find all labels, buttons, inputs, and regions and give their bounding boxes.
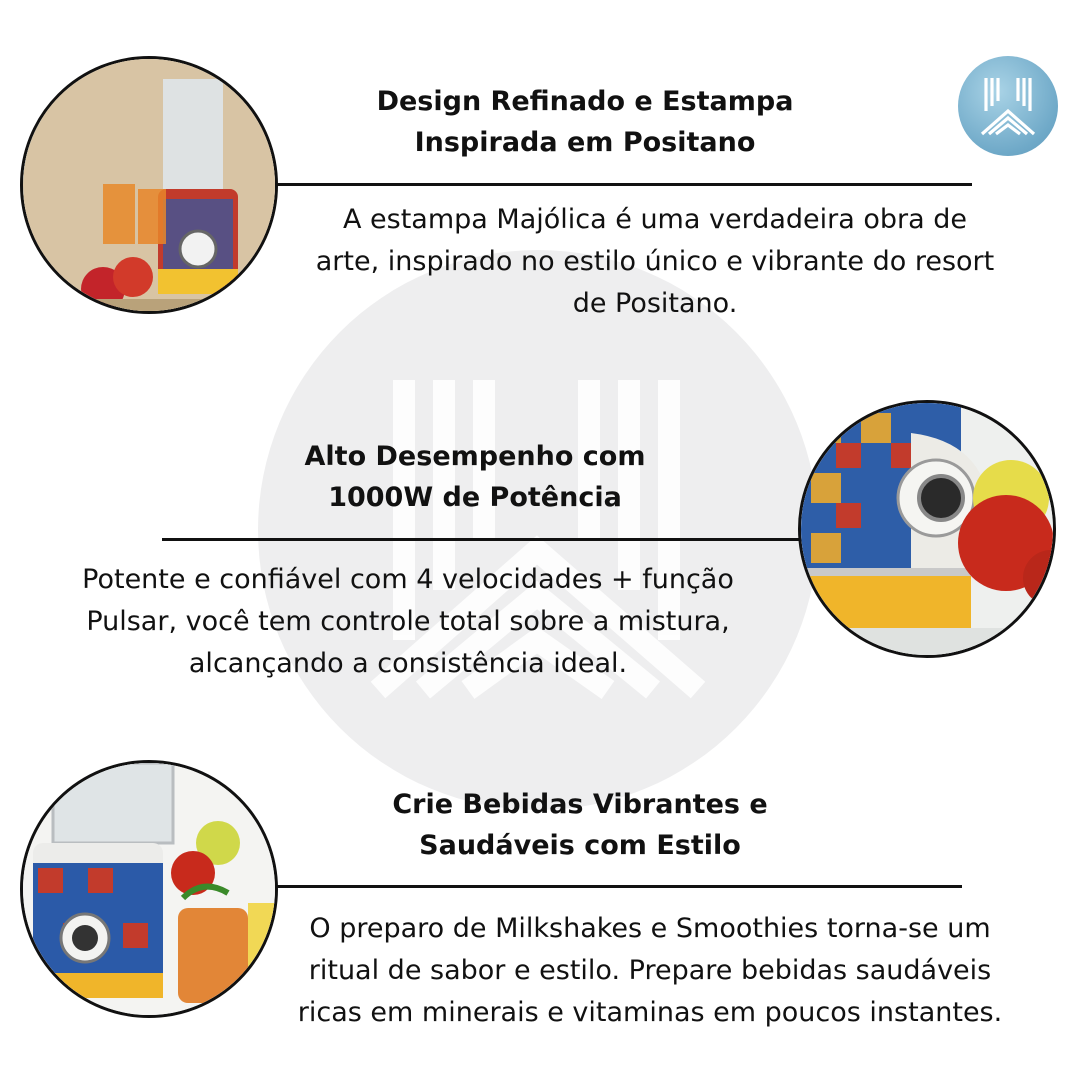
section-3-body-line-2: ritual de sabor e estilo. Prepare bebidas saudáveis	[308, 955, 992, 986]
section-1-body-line-3: de Positano.	[572, 288, 738, 319]
section-2-body-line-1: Potente e confiável com 4 velocidades + função	[82, 564, 734, 595]
section-1-divider	[276, 183, 972, 186]
section-1-title-line-2: Inspirada em Positano	[414, 127, 756, 158]
blender-juice-image	[23, 763, 278, 1018]
section-1-body	[270, 199, 1040, 325]
section-3-photo	[20, 760, 278, 1018]
section-2-title	[240, 436, 710, 518]
section-3-body-line-1: O preparo de Milkshakes e Smoothies torna-se um	[309, 913, 991, 944]
section-2-photo	[798, 400, 1056, 658]
section-2-title-line-1: Alto Desempenho com	[304, 441, 646, 472]
section-1-body-line-1: A estampa Majólica é uma verdadeira obra de	[342, 204, 968, 235]
section-3-title-line-2: Saudáveis com Estilo	[419, 830, 741, 861]
section-2-body-line-2: Pulsar, você tem controle total sobre a mistura,	[86, 606, 730, 637]
section-3-title-line-1: Crie Bebidas Vibrantes e	[392, 789, 768, 820]
blender-dial-closeup-image	[801, 403, 1056, 658]
section-3-divider	[276, 885, 962, 888]
brand-logo-icon	[958, 56, 1058, 156]
section-2-title-line-2: 1000W de Potência	[328, 482, 622, 513]
section-1-body-line-2: arte, inspirado no estilo único e vibrante do resort	[315, 246, 995, 277]
section-1-photo	[20, 56, 278, 314]
section-1-title	[350, 81, 820, 163]
brand-logo	[958, 56, 1058, 156]
section-2-body-line-3: alcançando a consistência ideal.	[188, 648, 628, 679]
section-3-body-line-3: ricas em minerais e vitaminas em poucos instantes.	[297, 997, 1003, 1028]
blender-terrace-image	[23, 59, 278, 314]
watermark-logo	[258, 250, 818, 810]
watermark-logo-icon	[258, 250, 818, 810]
section-2-body	[28, 559, 788, 685]
section-2-divider	[162, 538, 802, 541]
section-3-body	[270, 908, 1030, 1034]
section-3-title	[345, 784, 815, 866]
section-1-title-line-1: Design Refinado e Estampa	[376, 86, 794, 117]
